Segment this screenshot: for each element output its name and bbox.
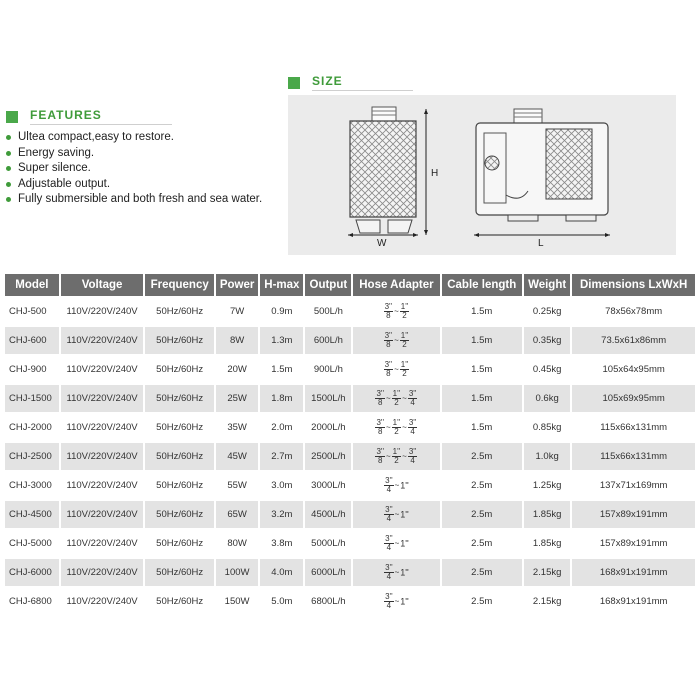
cell-cable: 2.5m [442, 443, 522, 470]
table-body [5, 298, 695, 615]
cell-frequency: 50Hz/60Hz [145, 443, 213, 470]
cell-model: CHJ-900 [5, 356, 59, 383]
cell-output: 6800L/h [305, 588, 351, 615]
cell-hose: $\frac{3''}{4}$ ~1'' [353, 472, 439, 499]
header-dimensions: Dimensions LxWxH [572, 274, 695, 296]
cell-weight: 1.85kg [524, 530, 570, 557]
cell-frequency: 50Hz/60Hz [145, 559, 213, 586]
table-row [5, 414, 695, 441]
cell-power: 80W [216, 530, 258, 557]
header-hose-adapter: Hose Adapter [353, 274, 439, 296]
header-model: Model [5, 274, 59, 296]
feature-item: Adjustable output. [6, 177, 262, 193]
cell-hmax: 1.8m [260, 385, 303, 412]
header-weight: Weight [524, 274, 570, 296]
cell-hmax: 0.9m [260, 298, 303, 325]
fraction: $\frac{1''}{2}$ [400, 331, 409, 349]
specifications-table [3, 272, 697, 617]
cell-hmax: 5.0m [260, 588, 303, 615]
cell-hmax: 2.7m [260, 443, 303, 470]
fraction: $\frac{3''}{8}$ [376, 447, 384, 465]
cell-frequency: 50Hz/60Hz [145, 414, 213, 441]
green-square-icon [288, 77, 300, 89]
table-row [5, 356, 695, 383]
fraction: $\frac{3''}{4}$ [385, 563, 393, 581]
table-row [5, 385, 695, 412]
cell-cable: 1.5m [442, 385, 522, 412]
cell-output: 5000L/h [305, 530, 351, 557]
length-label: L [538, 238, 544, 249]
cell-voltage: 110V/220V/240V [61, 356, 144, 383]
cell-hose: $\frac{3''}{4}$ ~1'' [353, 530, 439, 557]
cell-cable: 2.5m [442, 588, 522, 615]
cell-voltage: 110V/220V/240V [61, 530, 144, 557]
fraction: $\frac{3''}{4}$ [408, 389, 417, 407]
bullet-icon [6, 166, 11, 171]
cell-dims: 168x91x191mm [572, 559, 695, 586]
fraction: $\frac{3''}{8}$ [384, 360, 393, 378]
bullet-icon [6, 151, 11, 156]
cell-hose: $\frac{3''}{4}$ ~1'' [353, 588, 439, 615]
fraction: $\frac{1''}{2}$ [400, 302, 409, 320]
cell-hmax: 4.0m [260, 559, 303, 586]
feature-item: Ultea compact,easy to restore. [6, 130, 262, 146]
cell-power: 35W [216, 414, 258, 441]
cell-model: CHJ-6800 [5, 588, 59, 615]
cell-power: 20W [216, 356, 258, 383]
fraction: $\frac{3''}{4}$ [385, 534, 393, 552]
cell-dims: 105x64x95mm [572, 356, 695, 383]
cell-power: 7W [216, 298, 258, 325]
fraction: $\frac{1''}{2}$ [392, 418, 401, 436]
cell-hmax: 2.0m [260, 414, 303, 441]
pump-dimension-diagram [288, 95, 676, 255]
height-label: H [431, 168, 439, 179]
cell-output: 4500L/h [305, 501, 351, 528]
cell-hose: $\frac{3''}{8}$ ~ $\frac{1''}{2}$ [353, 327, 439, 354]
cell-output: 3000L/h [305, 472, 351, 499]
cell-voltage: 110V/220V/240V [61, 559, 144, 586]
cell-hmax: 3.0m [260, 472, 303, 499]
green-square-icon [6, 111, 18, 123]
cell-weight: 2.15kg [524, 559, 570, 586]
bullet-icon [6, 182, 11, 187]
cell-model: CHJ-500 [5, 298, 59, 325]
cell-hose: $\frac{3''}{4}$ ~1'' [353, 501, 439, 528]
cell-output: 2000L/h [305, 414, 351, 441]
fraction: $\frac{3''}{4}$ [408, 418, 417, 436]
size-section-header [288, 74, 413, 91]
cell-cable: 1.5m [442, 298, 522, 325]
fraction: $\frac{3''}{8}$ [384, 302, 393, 320]
table-row [5, 298, 695, 325]
header-hmax: H-max [260, 274, 303, 296]
table-row [5, 559, 695, 586]
cell-power: 45W [216, 443, 258, 470]
bullet-icon [6, 135, 11, 140]
cell-cable: 1.5m [442, 414, 522, 441]
fraction: $\frac{1''}{2}$ [392, 389, 401, 407]
cell-frequency: 50Hz/60Hz [145, 327, 213, 354]
cell-dims: 157x89x191mm [572, 501, 695, 528]
cell-cable: 1.5m [442, 356, 522, 383]
table-row [5, 588, 695, 615]
feature-item: Fully submersible and both fresh and sea water. [6, 192, 262, 208]
table-row [5, 443, 695, 470]
table-row [5, 472, 695, 499]
cell-cable: 1.5m [442, 327, 522, 354]
cell-dims: 73.5x61x86mm [572, 327, 695, 354]
header-voltage: Voltage [61, 274, 144, 296]
cell-cable: 2.5m [442, 559, 522, 586]
fraction: $\frac{3''}{4}$ [385, 476, 393, 494]
cell-output: 1500L/h [305, 385, 351, 412]
cell-cable: 2.5m [442, 501, 522, 528]
cell-voltage: 110V/220V/240V [61, 443, 144, 470]
cell-model: CHJ-2500 [5, 443, 59, 470]
cell-model: CHJ-1500 [5, 385, 59, 412]
size-title: SIZE [312, 74, 413, 91]
cell-hmax: 3.8m [260, 530, 303, 557]
cell-dims: 157x89x191mm [572, 530, 695, 557]
cell-frequency: 50Hz/60Hz [145, 298, 213, 325]
cell-hmax: 1.3m [260, 327, 303, 354]
feature-item: Super silence. [6, 161, 262, 177]
pump-side-view [474, 109, 610, 237]
features-section-header [6, 108, 172, 125]
cell-frequency: 50Hz/60Hz [145, 530, 213, 557]
cell-model: CHJ-5000 [5, 530, 59, 557]
cell-weight: 0.85kg [524, 414, 570, 441]
cell-model: CHJ-600 [5, 327, 59, 354]
cell-hmax: 3.2m [260, 501, 303, 528]
cell-dims: 105x69x95mm [572, 385, 695, 412]
fraction: $\frac{3''}{8}$ [376, 389, 384, 407]
table-row [5, 530, 695, 557]
cell-dims: 78x56x78mm [572, 298, 695, 325]
table-row [5, 501, 695, 528]
cell-frequency: 50Hz/60Hz [145, 501, 213, 528]
feature-item: Energy saving. [6, 146, 262, 162]
cell-output: 2500L/h [305, 443, 351, 470]
cell-frequency: 50Hz/60Hz [145, 356, 213, 383]
cell-power: 25W [216, 385, 258, 412]
cell-hose: $\frac{3''}{4}$ ~1'' [353, 559, 439, 586]
cell-cable: 2.5m [442, 530, 522, 557]
cell-model: CHJ-2000 [5, 414, 59, 441]
cell-frequency: 50Hz/60Hz [145, 385, 213, 412]
cell-voltage: 110V/220V/240V [61, 588, 144, 615]
header-frequency: Frequency [145, 274, 213, 296]
cell-hose: $\frac{3''}{8}$ ~ $\frac{1''}{2}$ [353, 298, 439, 325]
cell-weight: 0.25kg [524, 298, 570, 325]
cell-weight: 1.0kg [524, 443, 570, 470]
fraction: $\frac{3''}{4}$ [385, 592, 393, 610]
fraction: $\frac{3''}{8}$ [384, 331, 393, 349]
cell-hose: $\frac{3''}{8}$ ~ $\frac{1''}{2}$ ~ $\frac{3''}{4}$ [353, 443, 439, 470]
width-label: W [377, 238, 387, 249]
cell-hmax: 1.5m [260, 356, 303, 383]
cell-frequency: 50Hz/60Hz [145, 588, 213, 615]
cell-dims: 115x66x131mm [572, 414, 695, 441]
cell-hose: $\frac{3''}{8}$ ~ $\frac{1''}{2}$ [353, 356, 439, 383]
cell-hose: $\frac{3''}{8}$ ~ $\frac{1''}{2}$ ~ $\frac{3''}{4}$ [353, 385, 439, 412]
size-diagram-panel [288, 95, 676, 255]
cell-voltage: 110V/220V/240V [61, 298, 144, 325]
header-cable-length: Cable length [442, 274, 522, 296]
cell-power: 8W [216, 327, 258, 354]
cell-cable: 2.5m [442, 472, 522, 499]
cell-power: 100W [216, 559, 258, 586]
cell-weight: 1.25kg [524, 472, 570, 499]
cell-output: 600L/h [305, 327, 351, 354]
table-row [5, 327, 695, 354]
cell-weight: 0.45kg [524, 356, 570, 383]
fraction: $\frac{1''}{2}$ [392, 447, 401, 465]
features-title: FEATURES [30, 108, 172, 125]
cell-frequency: 50Hz/60Hz [145, 472, 213, 499]
table-header-row [5, 274, 695, 296]
cell-hose: $\frac{3''}{8}$ ~ $\frac{1''}{2}$ ~ $\frac{3''}{4}$ [353, 414, 439, 441]
cell-model: CHJ-3000 [5, 472, 59, 499]
cell-weight: 1.85kg [524, 501, 570, 528]
fraction: $\frac{3''}{8}$ [376, 418, 384, 436]
cell-voltage: 110V/220V/240V [61, 327, 144, 354]
fraction: $\frac{3''}{4}$ [408, 447, 417, 465]
bullet-icon [6, 197, 11, 202]
cell-power: 55W [216, 472, 258, 499]
cell-output: 500L/h [305, 298, 351, 325]
cell-weight: 0.35kg [524, 327, 570, 354]
cell-output: 6000L/h [305, 559, 351, 586]
cell-dims: 115x66x131mm [572, 443, 695, 470]
cell-voltage: 110V/220V/240V [61, 414, 144, 441]
cell-dims: 137x71x169mm [572, 472, 695, 499]
cell-voltage: 110V/220V/240V [61, 472, 144, 499]
cell-model: CHJ-4500 [5, 501, 59, 528]
header-power: Power [216, 274, 258, 296]
fraction: $\frac{1''}{2}$ [400, 360, 409, 378]
cell-voltage: 110V/220V/240V [61, 501, 144, 528]
features-list [6, 130, 262, 208]
cell-model: CHJ-6000 [5, 559, 59, 586]
cell-dims: 168x91x191mm [572, 588, 695, 615]
cell-voltage: 110V/220V/240V [61, 385, 144, 412]
cell-weight: 2.15kg [524, 588, 570, 615]
header-output: Output [305, 274, 351, 296]
cell-weight: 0.6kg [524, 385, 570, 412]
cell-power: 150W [216, 588, 258, 615]
fraction: $\frac{3''}{4}$ [385, 505, 393, 523]
pump-front-view [348, 107, 428, 237]
cell-output: 900L/h [305, 356, 351, 383]
cell-power: 65W [216, 501, 258, 528]
